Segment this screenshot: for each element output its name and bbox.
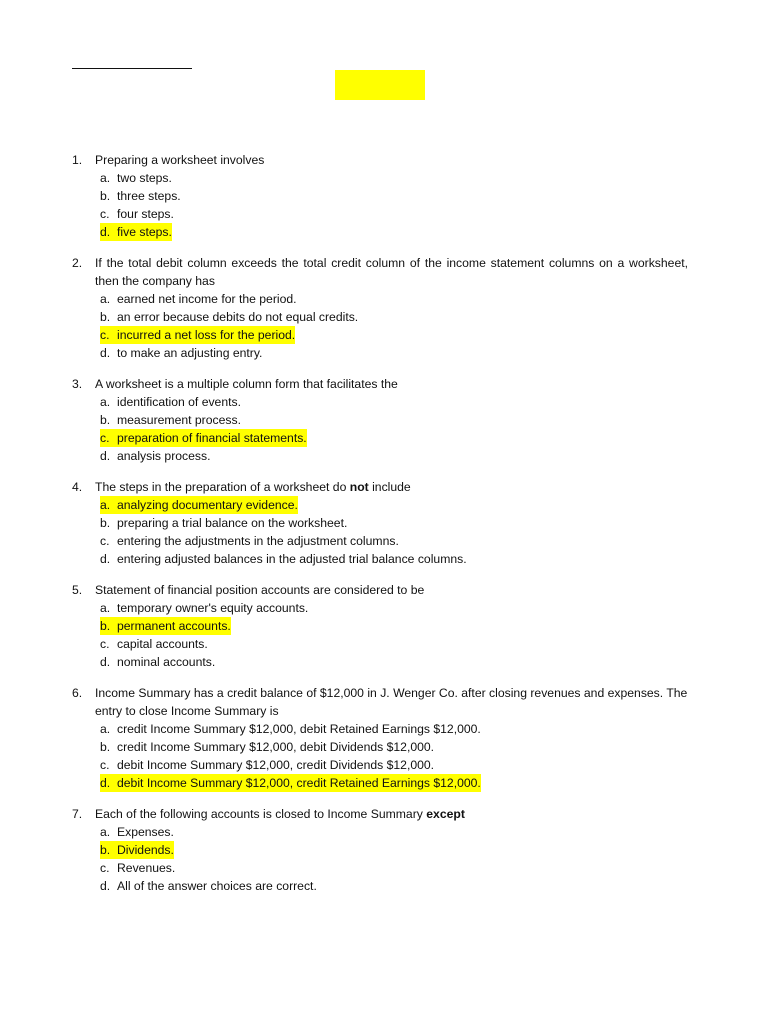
option-text: earned net income for the period. <box>117 292 297 306</box>
question-text <box>95 478 688 496</box>
option-text: All of the answer choices are correct. <box>117 879 317 893</box>
option-c <box>100 205 688 223</box>
question-5 <box>72 581 688 671</box>
option-letter: b. <box>100 516 111 530</box>
option-text: permanent accounts. <box>117 619 231 633</box>
question-3 <box>72 375 688 465</box>
option-a <box>100 393 688 411</box>
option-a <box>100 720 688 738</box>
option-text: Revenues. <box>117 861 176 875</box>
question-number: 6. <box>72 686 83 700</box>
option-b <box>100 514 688 532</box>
option-a <box>100 496 688 514</box>
option-text: five steps. <box>117 225 172 239</box>
option-d <box>100 447 688 465</box>
question-7 <box>72 805 688 895</box>
option-letter: b. <box>100 843 111 857</box>
question-6 <box>72 684 688 792</box>
option-letter: c. <box>100 637 110 651</box>
answer-options <box>100 290 688 362</box>
option-d <box>100 774 688 792</box>
option-text: debit Income Summary $12,000, credit Retained Earnings $12,000. <box>117 776 481 790</box>
option-letter: a. <box>100 498 111 512</box>
option-a <box>100 290 688 308</box>
option-text: identification of events. <box>117 395 241 409</box>
option-a <box>100 823 688 841</box>
option-letter: d. <box>100 552 111 566</box>
option-a <box>100 169 688 187</box>
question-text-part: include <box>368 480 411 494</box>
option-text: debit Income Summary $12,000, credit Dividends $12,000. <box>117 758 435 772</box>
option-letter: b. <box>100 310 111 324</box>
option-a <box>100 599 688 617</box>
option-text: Expenses. <box>117 825 174 839</box>
option-text: three steps. <box>117 189 181 203</box>
option-b <box>100 617 688 635</box>
question-2 <box>72 254 688 362</box>
option-c <box>100 635 688 653</box>
answer-options <box>100 393 688 465</box>
option-text: preparation of financial statements. <box>117 431 307 445</box>
question-number: 2. <box>72 256 83 270</box>
option-letter: b. <box>100 740 111 754</box>
question-emphasis: not <box>349 480 369 494</box>
option-letter: a. <box>100 722 111 736</box>
option-letter: d. <box>100 225 111 239</box>
option-text: Dividends. <box>117 843 174 857</box>
option-text: an error because debits do not equal credits. <box>117 310 359 324</box>
answer-options <box>100 823 688 895</box>
question-text: Statement of financial position accounts are considered to be <box>95 583 425 597</box>
question-number: 1. <box>72 153 83 167</box>
question-text-part: The steps in the preparation of a worksheet do <box>95 480 350 494</box>
option-letter: d. <box>100 449 111 463</box>
option-b <box>100 411 688 429</box>
option-letter: c. <box>100 431 110 445</box>
question-1 <box>72 151 688 241</box>
quiz-questions <box>72 151 688 908</box>
question-4 <box>72 478 688 568</box>
highlighted-title-box <box>335 70 425 100</box>
option-letter: d. <box>100 879 111 893</box>
option-c <box>100 532 688 550</box>
answer-options <box>100 599 688 671</box>
option-d <box>100 653 688 671</box>
question-number: 3. <box>72 377 83 391</box>
option-letter: a. <box>100 171 111 185</box>
option-text: analysis process. <box>117 449 211 463</box>
question-text: If the total debit column exceeds the total credit column of the income statement columns on a worksheet, then the company has <box>95 256 688 288</box>
answer-options <box>100 496 688 568</box>
option-letter: d. <box>100 655 111 669</box>
option-text: analyzing documentary evidence. <box>117 498 298 512</box>
question-text: Income Summary has a credit balance of $12,000 in J. Wenger Co. after closing revenues and expenses. The entry to close Income Summary is <box>95 686 688 718</box>
option-text: entering adjusted balances in the adjusted trial balance columns. <box>117 552 467 566</box>
question-emphasis: except <box>426 807 465 821</box>
name-underline <box>72 68 192 69</box>
option-text: credit Income Summary $12,000, debit Dividends $12,000. <box>117 740 435 754</box>
option-c <box>100 326 688 344</box>
option-b <box>100 308 688 326</box>
option-d <box>100 344 688 362</box>
option-letter: c. <box>100 534 110 548</box>
option-text: measurement process. <box>117 413 241 427</box>
option-letter: c. <box>100 758 110 772</box>
option-letter: a. <box>100 292 111 306</box>
question-text-part: Each of the following accounts is closed to Income Summary <box>95 807 427 821</box>
option-c <box>100 756 688 774</box>
option-letter: b. <box>100 413 111 427</box>
option-letter: a. <box>100 395 111 409</box>
question-text: A worksheet is a multiple column form that facilitates the <box>95 377 398 391</box>
option-text: capital accounts. <box>117 637 208 651</box>
option-letter: b. <box>100 189 111 203</box>
option-letter: a. <box>100 825 111 839</box>
option-text: entering the adjustments in the adjustment columns. <box>117 534 399 548</box>
option-d <box>100 877 688 895</box>
answer-options <box>100 169 688 241</box>
answer-options <box>100 720 688 792</box>
option-text: four steps. <box>117 207 174 221</box>
option-letter: b. <box>100 619 111 633</box>
option-text: to make an adjusting entry. <box>117 346 263 360</box>
question-number: 7. <box>72 807 83 821</box>
option-text: nominal accounts. <box>117 655 216 669</box>
option-text: credit Income Summary $12,000, debit Retained Earnings $12,000. <box>117 722 481 736</box>
option-letter: c. <box>100 328 110 342</box>
option-b <box>100 187 688 205</box>
option-letter: c. <box>100 207 110 221</box>
option-text: temporary owner's equity accounts. <box>117 601 309 615</box>
option-c <box>100 429 688 447</box>
question-number: 4. <box>72 480 83 494</box>
question-text <box>95 805 688 823</box>
option-letter: a. <box>100 601 111 615</box>
option-letter: d. <box>100 346 111 360</box>
option-letter: d. <box>100 776 111 790</box>
option-d <box>100 550 688 568</box>
question-number: 5. <box>72 583 83 597</box>
option-text: incurred a net loss for the period. <box>117 328 296 342</box>
option-text: preparing a trial balance on the worksheet. <box>117 516 348 530</box>
option-letter: c. <box>100 861 110 875</box>
option-b <box>100 738 688 756</box>
option-b <box>100 841 688 859</box>
option-d <box>100 223 688 241</box>
question-text: Preparing a worksheet involves <box>95 153 265 167</box>
option-c <box>100 859 688 877</box>
option-text: two steps. <box>117 171 172 185</box>
